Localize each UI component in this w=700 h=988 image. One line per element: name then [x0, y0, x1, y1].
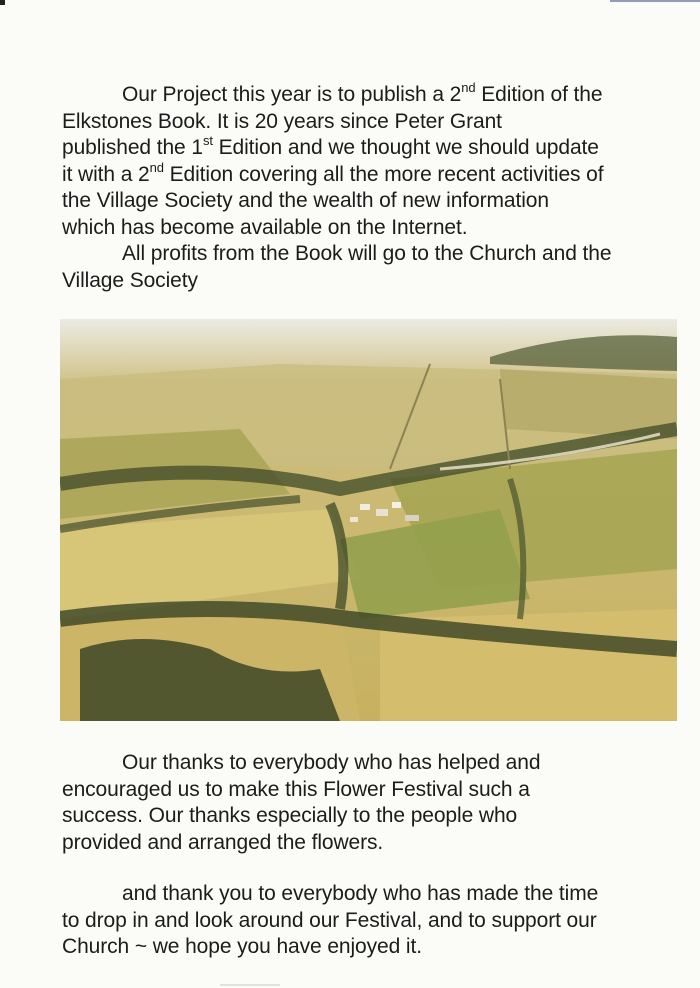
thanks-line-4: provided and arranged the flowers.: [62, 830, 384, 854]
project-line-5: the Village Society and the wealth of new information: [62, 189, 549, 212]
text-span: it with a 2: [62, 162, 150, 186]
text-span: Our Project this year is to publish a 2: [122, 83, 462, 106]
project-line-8: Village Society: [62, 268, 198, 292]
visitors-line-1: and thank you to everybody who has made the time: [122, 882, 599, 905]
scan-corner-mark: [0, 0, 5, 5]
scan-smudge: [220, 984, 280, 986]
text-span: published the 1: [62, 136, 203, 159]
project-line-7: All profits from the Book will go to the Church and the: [122, 242, 612, 265]
thanks-paragraph: [62, 750, 682, 856]
text-span: Edition covering all the more recent activities of: [163, 162, 604, 186]
ordinal-sup: st: [202, 133, 213, 148]
building: [350, 517, 358, 522]
text-span: Edition of the: [475, 83, 603, 106]
text-span: Edition and we thought we should update: [212, 136, 599, 159]
building: [392, 502, 401, 508]
visitors-paragraph: [62, 881, 682, 961]
thanks-line-2: encouraged us to make this Flower Festival such a: [62, 777, 530, 801]
thanks-line-1: Our thanks to everybody who has helped and: [122, 751, 541, 774]
project-line-6: which has become available on the Internet.: [62, 215, 468, 239]
building: [376, 509, 388, 516]
building: [360, 504, 370, 510]
project-line-1: [62, 82, 682, 109]
ordinal-sup: nd: [149, 159, 164, 175]
visitors-line-3: Church ~ we hope you have enjoyed it.: [62, 935, 422, 958]
scan-top-edge: [610, 0, 700, 2]
project-line-4: [62, 159, 682, 189]
landscape-illustration: [60, 319, 677, 721]
project-line-3: [62, 135, 682, 162]
project-paragraph: [62, 82, 682, 294]
thanks-line-3: success. Our thanks especially to the people who: [62, 804, 518, 827]
visitors-line-2: to drop in and look around our Festival, and to support our: [62, 908, 597, 932]
project-line-2: Elkstones Book. It is 20 years since Peter Grant: [62, 109, 502, 133]
ordinal-sup: nd: [461, 80, 476, 95]
building: [405, 515, 419, 521]
aerial-photo-elkstones: [60, 319, 677, 721]
